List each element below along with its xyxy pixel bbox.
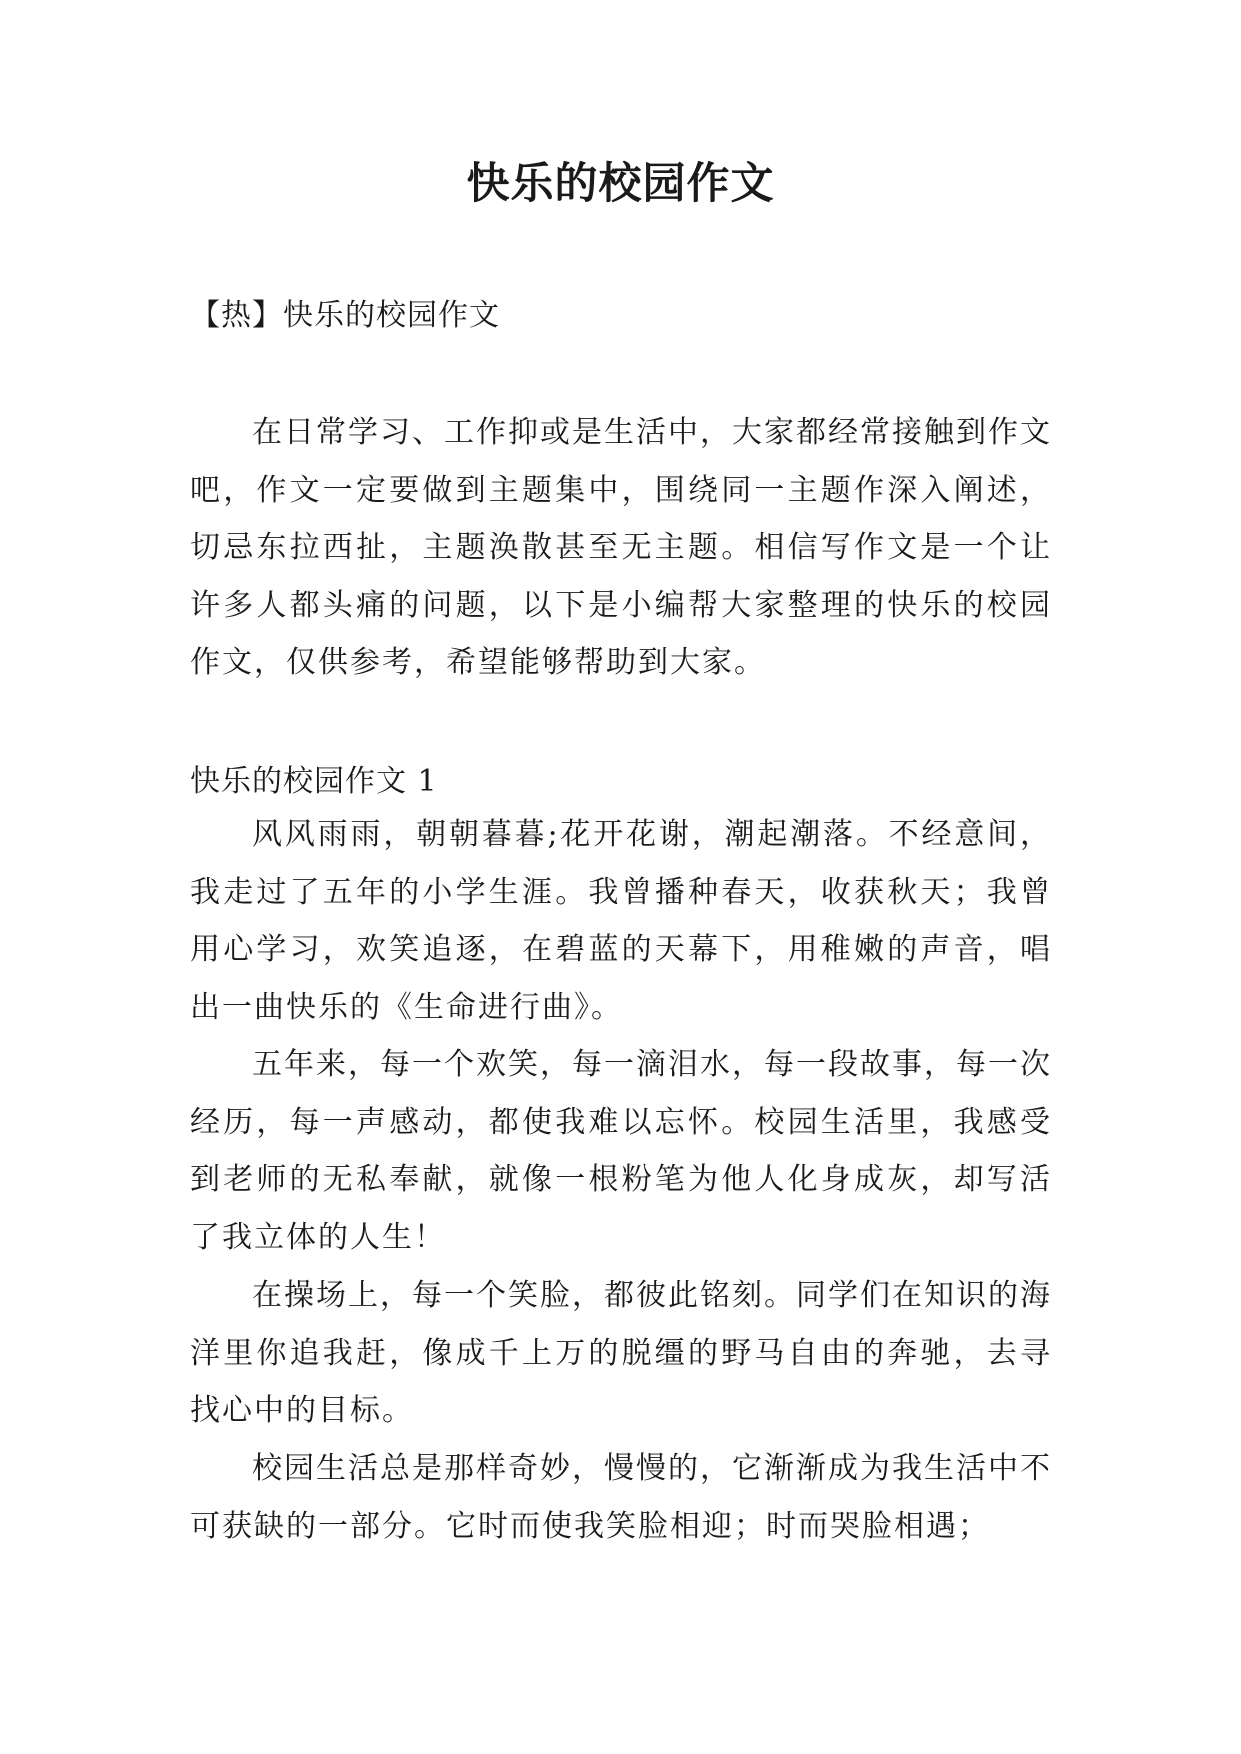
document-subtitle: 【热】快乐的校园作文 <box>190 298 500 333</box>
intro-paragraph: 在日常学习、工作抑或是生活中，大家都经常接触到作文吧，作文一定要做到主题集中，围绕同一主题作深入阐述，切忌东拉西扯，主题涣散甚至无主题。相信写作文是一个让许多人都头痛的问题，以下是小编帮大家整理的快乐的校园作文，仅供参考，希望能够帮助到大家。 <box>190 415 1052 680</box>
body-paragraph: 在操场上，每一个笑脸，都彼此铭刻。同学们在知识的海洋里你追我赶，像成千上万的脱缰的野马自由的奔驰，去寻找心中的目标。 <box>190 1278 1052 1428</box>
section-heading: 快乐的校园作文 1 <box>190 764 438 799</box>
body-paragraph: 五年来，每一个欢笑，每一滴泪水，每一段故事，每一次经历，每一声感动，都使我难以忘怀。校园生活里，我感受到老师的无私奉献，就像一根粉笔为他人化身成灰，却写活了我立体的人生！ <box>190 1047 1052 1255</box>
body-paragraph: 风风雨雨，朝朝暮暮;花开花谢，潮起潮落。不经意间，我走过了五年的小学生涯。我曾播种春天，收获秋天；我曾用心学习，欢笑追逐，在碧蓝的天幕下，用稚嫩的声音，唱出一曲快乐的《生命进行曲》。 <box>190 817 1052 1025</box>
body-paragraph: 校园生活总是那样奇妙，慢慢的，它渐渐成为我生活中不可获缺的一部分。它时而使我笑脸相迎；时而哭脸相遇； <box>190 1451 1052 1544</box>
page-title: 快乐的校园作文 <box>466 159 775 209</box>
